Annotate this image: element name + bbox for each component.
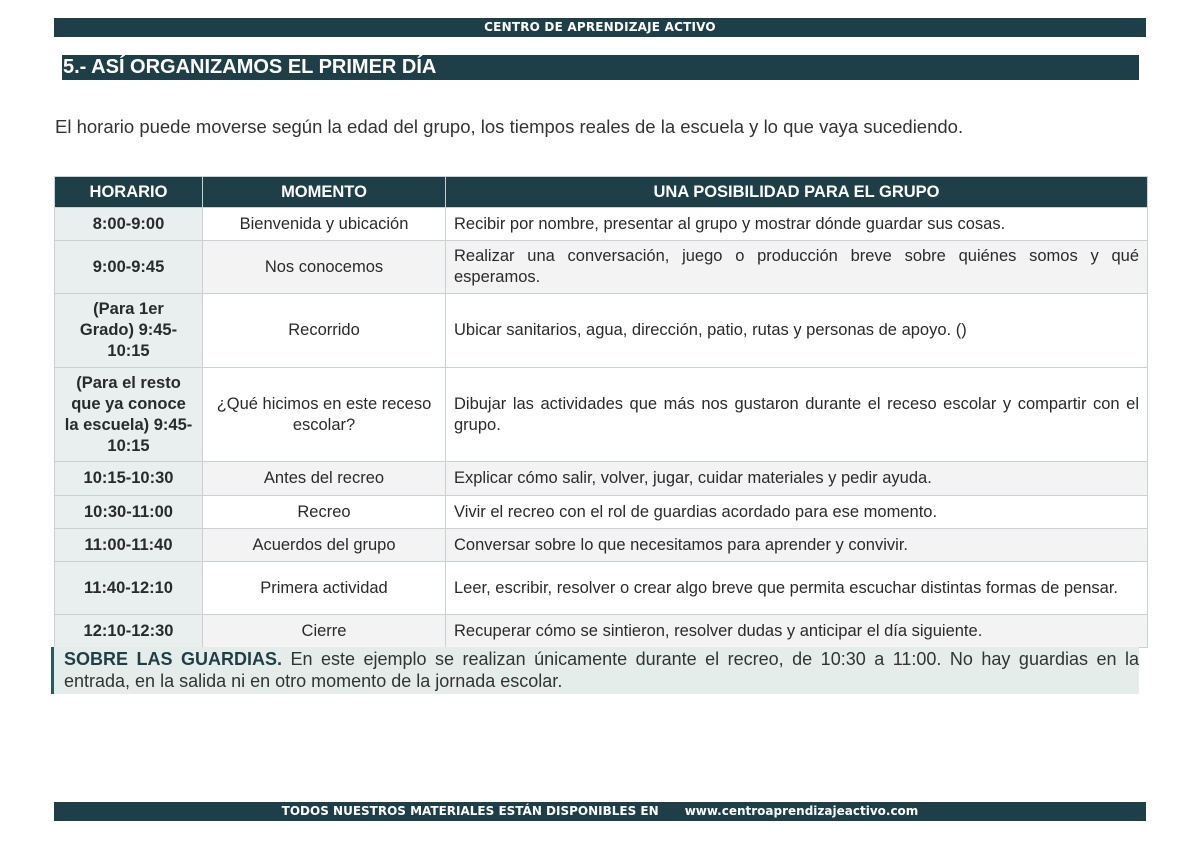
header-horario: HORARIO [55,177,203,208]
time-cell: 10:15-10:30 [55,462,203,496]
description-cell: Ubicar sanitarios, agua, dirección, patio, rutas y personas de apoyo. () [446,294,1148,368]
table-row [55,294,1148,368]
time-cell: 8:00-9:00 [55,208,203,241]
description-cell: Realizar una conversación, juego o producción breve sobre quiénes somos y qué esperamos. [446,241,1148,294]
time-cell: 12:10-12:30 [55,615,203,648]
description-cell: Conversar sobre lo que necesitamos para aprender y convivir. [446,529,1148,562]
time-cell: 9:00-9:45 [55,241,203,294]
footer-url: www.centroaprendizajeactivo.com [684,804,919,818]
moment-cell: Nos conocemos [203,241,446,294]
description-cell: Dibujar las actividades que más nos gustaron durante el receso escolar y compartir con el grupo. [446,368,1148,462]
note-title: SOBRE LAS GUARDIAS. [64,649,282,669]
table-row [55,208,1148,241]
description-cell: Vivir el recreo con el rol de guardias acordado para ese momento. [446,496,1148,529]
header-posibilidad: UNA POSIBILIDAD PARA EL GRUPO [446,177,1148,208]
table-row [55,529,1148,562]
moment-cell: Acuerdos del grupo [203,529,446,562]
schedule-table [54,176,1148,648]
time-cell: (Para 1er Grado) 9:45-10:15 [55,294,203,368]
table-row [55,368,1148,462]
note-text: En este ejemplo se realizan únicamente durante el recreo, de 10:30 a 11:00. No hay guardias en la entrada, en la salida ni en otro momento de la jornada escolar. [64,649,1139,691]
time-cell: (Para el resto que ya conoce la escuela) 9:45-10:15 [55,368,203,462]
footer-text: TODOS NUESTROS MATERIALES ESTÁN DISPONIBLES EN [281,804,659,818]
moment-cell: Primera actividad [203,562,446,615]
table-row [55,241,1148,294]
description-cell: Leer, escribir, resolver o crear algo breve que permita escuchar distintas formas de pensar. [446,562,1148,615]
description-cell: Explicar cómo salir, volver, jugar, cuidar materiales y pedir ayuda. [446,462,1148,496]
moment-cell: Recreo [203,496,446,529]
time-cell: 10:30-11:00 [55,496,203,529]
moment-cell: Cierre [203,615,446,648]
intro-paragraph: El horario puede moverse según la edad del grupo, los tiempos reales de la escuela y lo que vaya sucediendo. [55,116,964,137]
section-title: 5.- ASÍ ORGANIZAMOS EL PRIMER DÍA [62,55,1139,80]
table-row [55,462,1148,496]
time-cell: 11:40-12:10 [55,562,203,615]
guardias-note [51,647,1139,694]
header-momento: MOMENTO [203,177,446,208]
description-cell: Recuperar cómo se sintieron, resolver dudas y anticipar el día siguiente. [446,615,1148,648]
moment-cell: ¿Qué hicimos en este receso escolar? [203,368,446,462]
description-cell: Recibir por nombre, presentar al grupo y mostrar dónde guardar sus cosas. [446,208,1148,241]
header-banner: CENTRO DE APRENDIZAJE ACTIVO [54,18,1146,37]
table-header-row [55,177,1148,208]
moment-cell: Antes del recreo [203,462,446,496]
table-row [55,562,1148,615]
table-row [55,496,1148,529]
moment-cell: Recorrido [203,294,446,368]
moment-cell: Bienvenida y ubicación [203,208,446,241]
table-row [55,615,1148,648]
time-cell: 11:00-11:40 [55,529,203,562]
footer-banner [54,802,1146,821]
